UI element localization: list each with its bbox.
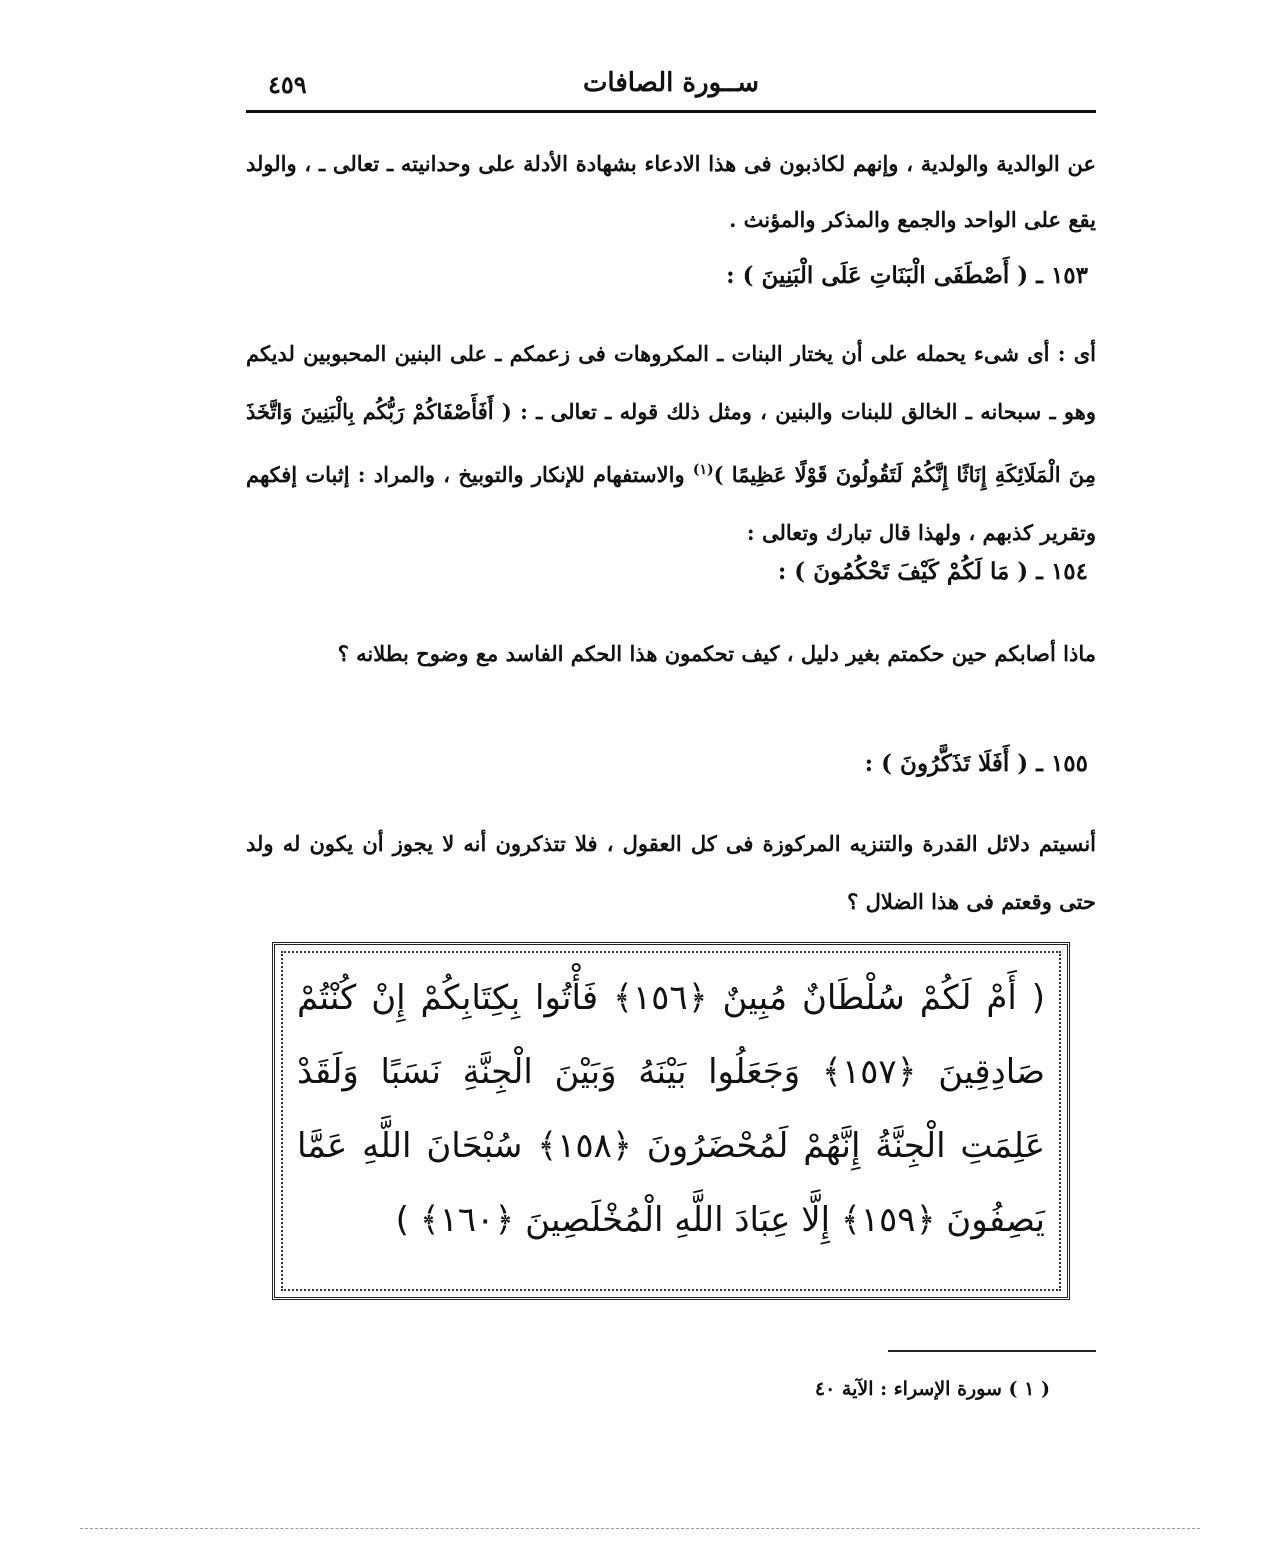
page-header (246, 68, 1096, 108)
verse-153-explanation-part-b: والاستفهام للإنكار والتوبيخ ، والمراد : إثبات إفكهم وتقرير كذبهم ، ولهذا قال تبارك وتعالى : (246, 462, 1096, 545)
verse-153-heading: ١٥٣ ـ ( أَصْطَفَى الْبَنَاتِ عَلَى الْبَنِينَ ) : (726, 262, 1088, 289)
verse-153-explanation (246, 325, 1096, 562)
quran-verses-text: ( أَمْ لَكُمْ سُلْطَانٌ مُبِينٌ ﴿١٥٦﴾ فَأْتُوا بِكِتَابِكُمْ إِنْ كُنْتُمْ صَادِقِينَ ﴿١٥٧﴾ وَجَعَلُوا بَيْنَهُ وَبَيْنَ الْجِنَّةِ نَسَبًا وَلَقَدْ عَلِمَتِ الْجِنَّةُ إِنَّهُمْ لَمُحْضَرُونَ ﴿١٥٨﴾ سُبْحَانَ اللَّهِ عَمَّا يَصِفُونَ ﴿١٥٩﴾ إِلَّا عِبَادَ اللَّهِ الْمُخْلَصِينَ ﴿١٦٠﴾ ) (297, 978, 1045, 1240)
verse-155-heading: ١٥٥ ـ ( أَفَلَا تَذَكَّرُونَ ) : (864, 750, 1088, 777)
verse-155-explanation: أنسيتم دلائل القدرة والتنزيه المركوزة فى كل العقول ، فلا تتذكرون أنه لا يجوز أن يكون له ولد حتى وقعتم فى هذا الضلال ؟ (246, 831, 1096, 914)
verse-154-explanation: ماذا أصابكم حين حكمتم بغير دليل ، كيف تحكمون هذا الحكم الفاسد مع وضوح بطلانه ؟ (337, 641, 1096, 666)
page-number: ٤٥٩ (268, 70, 307, 99)
quran-verses-frame (272, 942, 1070, 1300)
header-divider (246, 110, 1096, 113)
verse-153-explanation-part-a: أى : أى شىء يحمله على أن يختار البنات ـ المكروهات فى زعمكم ـ على البنين المحبوبين لديكم وهو ـ سبحانه ـ الخالق للبنات والبنين ، ومثل ذلك قوله ـ تعالى ـ : ( أَفَأَصْفَاكُمْ رَبُّكُم بِالْبَنِينَ وَاتَّخَذَ مِنَ الْمَلَائِكَةِ إِنَاثًا إِنَّكُمْ لَتَقُولُونَ قَوْلًا عَظِيمًا ) (246, 341, 1097, 487)
surah-title: ســورة الصافات (582, 68, 760, 98)
footnote-marker[interactable]: (١) (692, 462, 714, 478)
intro-paragraph: عن الوالدية والولدية ، وإنهم لكاذبون فى هذا الادعاء بشهادة الأدلة على وحدانيته ـ تعالى ـ ، والولد يقع على الواحد والجمع والمذكر والمؤنث . (246, 151, 1096, 232)
verse-154-heading: ١٥٤ ـ ( مَا لَكُمْ كَيْفَ تَحْكُمُونَ ) : (777, 558, 1088, 585)
footnote-divider (888, 1350, 1096, 1352)
footnote-text: ( ١ ) سورة الإسراء : الآية ٤٠ (814, 1378, 1050, 1400)
scan-edge-line (80, 1528, 1200, 1529)
